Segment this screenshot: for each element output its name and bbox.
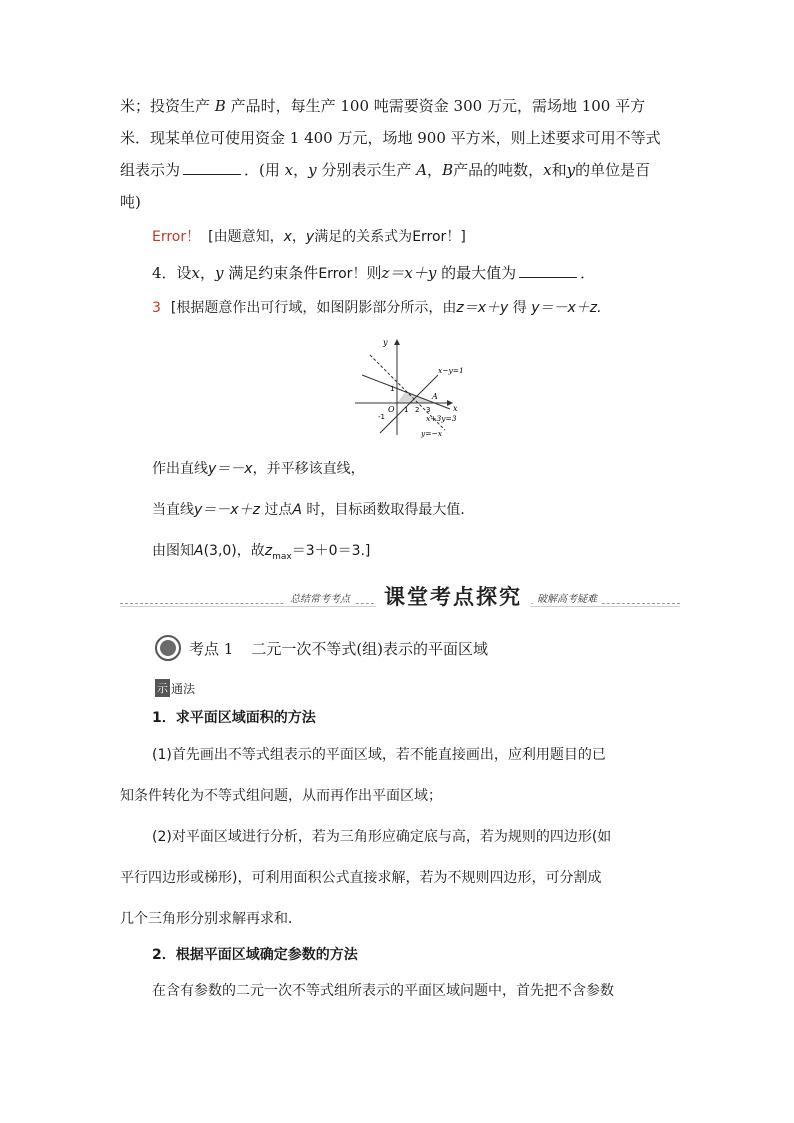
answer-line-2: 3 [根据题意作出可行域，如图阴影部分所示，由z＝x＋y 得 y＝－x＋z.: [152, 300, 602, 316]
banner-left-text: 总结常考考点: [286, 590, 354, 605]
line-label: x−y=1: [438, 366, 464, 375]
tick-label: 2: [415, 406, 420, 414]
question-4: 4．设x，y 满足约束条件Error！则z＝x＋y 的最大值为 ．: [152, 264, 596, 282]
method-heading-1: 1．求平面区域面积的方法: [152, 710, 316, 726]
problem-text-line-4: 吨): [120, 193, 141, 211]
line-x-minus-y-eq-1: [380, 375, 438, 433]
point-a-label: A: [432, 392, 438, 401]
method-text-5: 几个三角形分别求解再求和．: [120, 911, 302, 927]
solution-line-2: 当直线y＝－x＋z 过点A 时，目标函数取得最大值．: [152, 502, 475, 518]
line-label: y=−x: [421, 429, 443, 438]
solution-line-3: 由图知A(3,0)，故$z_{max}=3+0=3$.]: [152, 543, 371, 562]
topic-title: 二元一次不等式(组)表示的平面区域: [251, 639, 489, 658]
method-heading-2: 2．根据平面区域确定参数的方法: [152, 947, 358, 963]
shaded-region: [397, 391, 432, 403]
section-banner: [120, 583, 680, 609]
topic-bullet-icon: [155, 635, 181, 661]
origin-label: O: [388, 405, 395, 414]
problem-text-line-2: 米．现某单位可使用资金 1 400 万元，场地 900 平方米，则上述要求可用不等式: [120, 129, 661, 147]
topic-label: 考点 1: [189, 639, 234, 658]
method-text-6: 在含有参数的二元一次不等式组所表示的平面区域问题中，首先把不含参数: [152, 983, 614, 999]
answer-line-1: Error！ [由题意知，x，y满足的关系式为Error！]: [152, 229, 466, 245]
method-text-2: 知条件转化为不等式组问题，从而再作出平面区域；: [120, 788, 442, 804]
tick-label: 1: [404, 406, 409, 414]
banner-right-text: 破解高考疑难: [533, 590, 601, 605]
feasible-region-figure: [350, 335, 480, 440]
error-placeholder: Error！: [152, 229, 201, 245]
tick-label: 3: [426, 406, 431, 414]
method-text-3: (2)对平面区域进行分析，若为三角形应确定底与高，若为规则的四边形(如: [152, 829, 612, 845]
problem-text-line-1: 米；投资生产 B 产品时，每生产 100 吨需要资金 300 万元，需场地 100 平方: [120, 97, 646, 115]
solution-line-1: 作出直线y＝－x，并平移该直线，: [152, 461, 365, 477]
answer-value: 3: [152, 300, 161, 316]
method-tag-icon: 示: [155, 679, 170, 697]
answer-blank: [519, 263, 577, 278]
method-text-4: 平行四边形或梯形)，可利用面积公式直接求解，若为不规则四边形，可分割成: [120, 870, 602, 886]
topic-heading: [155, 633, 488, 663]
answer-blank: [183, 160, 241, 175]
method-tag: 示 通法: [155, 679, 195, 697]
method-text-1: (1)首先画出不等式组表示的平面区域，若不能直接画出，应利用题目的已: [152, 747, 606, 763]
banner-title: 课堂考点探究: [376, 581, 530, 611]
tick-label: -1: [378, 413, 385, 421]
y-axis-label: y: [383, 338, 388, 347]
line-label: x+3y=3: [426, 414, 457, 423]
problem-text-line-3: 组表示为 ．(用 x，y 分别表示生产 A，B产品的吨数，x和y的单位是百: [120, 161, 651, 179]
tick-label: 1: [390, 385, 395, 393]
x-axis-label: x: [453, 404, 458, 413]
